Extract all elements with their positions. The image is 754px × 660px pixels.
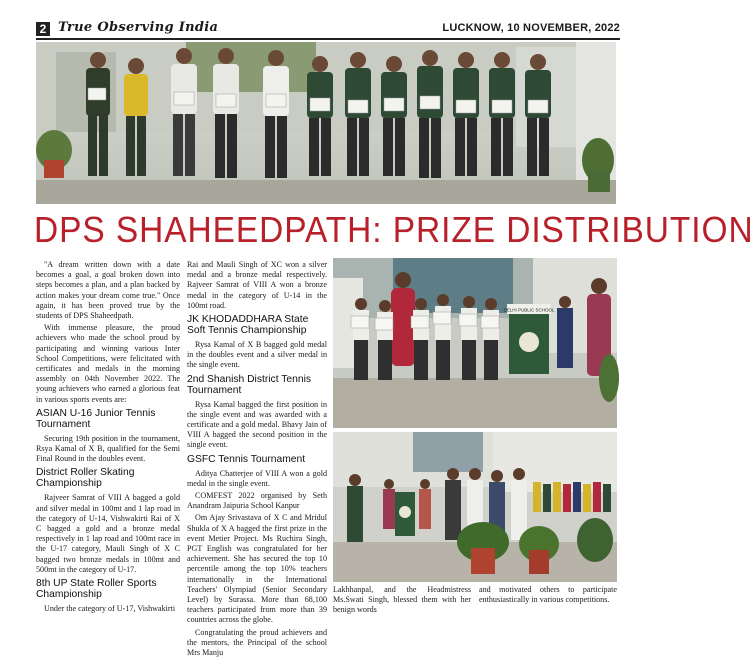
page-number: 2 — [36, 22, 50, 36]
headline: DPS SHAHEEDPATH: PRIZE DISTRIBUTION — [34, 209, 754, 250]
subheading: JK KHODADDHARA State Soft Tennis Championship — [187, 314, 309, 337]
paragraph: and motivated others to participate enthusiastically in various competitions. — [479, 585, 617, 605]
article-column-1 — [36, 260, 180, 616]
podium-label: DELHI PUBLIC SCHOOL — [503, 307, 555, 313]
paragraph: Om Ajay Srivastava of X C and Mridul Shukla of X A bagged the first prize in the event Metier Project. Ms Ruchira Singh, PGT English was congratulated for her achievement. She has secured the top 10 percentile among the top 10% teachers internationally in the International Teachers' Olympiad (Senior Secondary Level) by Surassa. More than 68,100 teachers participated from more than 39 countries across the globe. — [187, 513, 327, 625]
subheading: ASIAN U-16 Junior Tennis Tournament — [36, 407, 156, 430]
bottom-photo — [333, 432, 617, 582]
header-rule — [36, 38, 620, 40]
paragraph: "A dream written down with a date becomes a goal, a goal broken down into steps becomes a plan, and a plan backed by action makes your dream come true." Once again, it has been proved true by the students of DPS Shaheedpath. — [36, 260, 180, 321]
subheading: GSFC Tennis Tournament — [187, 453, 306, 465]
paragraph: COMFEST 2022 organised by Seth Anandram Jaipuria School Kanpur — [187, 491, 327, 511]
paragraph: Lakhhanpal, and the Headmistress Ms.Swati Singh, blessed them with her benign words — [333, 585, 471, 615]
middle-photo — [333, 258, 617, 428]
masthead: True Observing India — [58, 20, 219, 35]
subheading: District Roller Skating Championship — [36, 467, 135, 490]
top-group-photo — [36, 42, 616, 204]
article-column-2 — [187, 260, 327, 660]
paragraph: Securing 19th position in the tournament, Rsya Kamal of X B, qualified for the Semi Final Round in the doubles event. — [36, 433, 180, 464]
paragraph: Rai and Mauli Singh of XC won a silver medal and a bronze medal respectively. Rajveer Samrat of VIII A won a bronze medal in the category of U-14 in the 100mt road. — [187, 260, 327, 310]
paragraph: Congratulating the proud achievers and the mentors, the Principal of the school Mrs Manju — [187, 627, 327, 658]
paragraph: Rysa Kamal bagged the first position in the single event and was awarded with a certificate and a gold medal. Bhavy Jain of VIII A bagged the second position in the single event. — [187, 399, 327, 450]
dateline: LUCKNOW, 10 NOVEMBER, 2022 — [442, 22, 620, 34]
paragraph: Rajveer Samrat of VIII A bagged a gold and silver medal in 100mt and 1 lap road in the category of U-14, Vishwakirti Rai of X C bagged a gold and a bronze medal respectively in 1 lap road and 100mt race in the U-17 category, Mauli Singh of X C bagged two bronze medals in 100mt and 500mt in the category of U-17. — [36, 493, 180, 574]
paragraph: Rysa Kamal of X B bagged gold medal in the doubles event and a silver medal in the single event. — [187, 340, 327, 370]
paragraph: Aditya Chatterjee of VIII A won a gold medal in the single event. — [187, 468, 327, 488]
paragraph: Under the category of U-17, Vishwakirti — [44, 604, 176, 614]
paragraph: With immense pleasure, the proud achievers who made the school proud by participating and winning various Inter School Competitions, were felicitated with certificates and medals in the morning assembly on 04th November 2022. The young achievers who earned a glorious feat in various sports events are: — [36, 323, 180, 404]
subheading: 2nd Shanish District Tennis Tournament — [187, 373, 312, 396]
subheading: 8th UP State Roller Sports Championship — [36, 578, 157, 601]
page-header — [0, 0, 650, 36]
article-column-3 — [333, 585, 617, 615]
